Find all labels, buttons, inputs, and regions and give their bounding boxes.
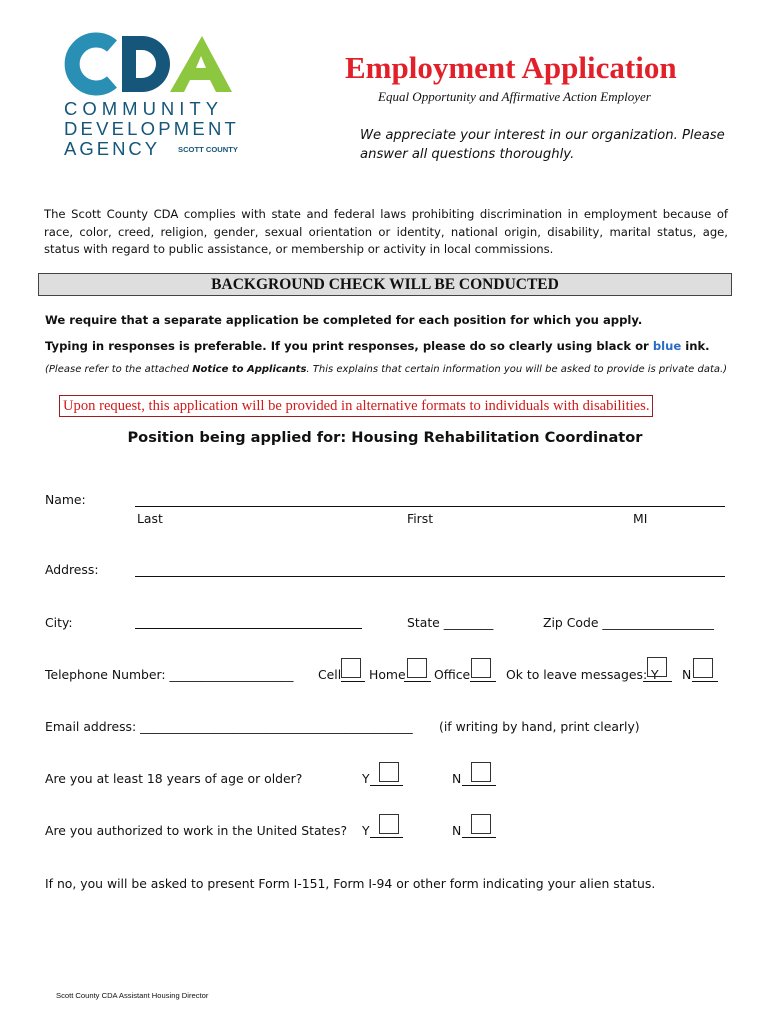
work-authorization-question: Are you authorized to work in the United States? (45, 823, 348, 838)
home-underline (404, 681, 431, 682)
office-label: Office (434, 667, 471, 682)
zip-code-field[interactable]: Zip Code __________________ (543, 615, 714, 630)
auth-no-checkbox[interactable] (471, 814, 491, 834)
telephone-field[interactable]: Telephone Number: ____________________ (45, 667, 294, 682)
logo-line2: DEVELOPMENT (64, 118, 240, 139)
notice-to-applicants-link: Notice to Applicants (192, 364, 307, 375)
background-check-banner: BACKGROUND CHECK WILL BE CONDUCTED (38, 273, 732, 296)
auth-yes-label: Y (362, 823, 370, 838)
age-yes-underline (370, 785, 403, 786)
leave-messages-yes-underline (643, 681, 672, 682)
age-no-underline (462, 785, 496, 786)
address-input-line[interactable] (135, 576, 725, 577)
name-input-line[interactable] (135, 506, 725, 507)
appreciation-text: We appreciate your interest in our organization. Please answer all questions thoroughly. (360, 128, 725, 162)
office-underline (470, 681, 496, 682)
alternative-formats-notice: Upon request, this application will be provided in alternative formats to individuals with disabilities. (59, 395, 653, 417)
requirement-line-1: We require that a separate application be completed for each position for which you apply. (45, 313, 643, 327)
office-checkbox[interactable] (471, 658, 491, 678)
home-label: Home (369, 667, 406, 682)
auth-no-label: N (452, 823, 462, 838)
age-no-checkbox[interactable] (471, 762, 491, 782)
cell-underline (341, 681, 365, 682)
first-name-caption: First (407, 511, 434, 526)
legal-notice: The Scott County CDA complies with state and federal laws prohibiting discrimination in employment because of race, color, creed, religion, gender, sexual orientation or identity, national origin, disability, marital status, age, status with regard to public assistance, or membership or activity in local commissions. (44, 207, 728, 256)
logo-county: SCOTT COUNTY (178, 145, 238, 154)
age-yes-checkbox[interactable] (379, 762, 399, 782)
auth-yes-checkbox[interactable] (379, 814, 399, 834)
leave-messages-no-label: N (682, 667, 692, 682)
logo-line3: AGENCY (64, 138, 161, 158)
age-no-label: N (452, 771, 462, 786)
logo-c-shape (72, 40, 112, 88)
city-label: City: (45, 615, 73, 630)
address-label: Address: (45, 562, 99, 577)
leave-messages-no-underline (692, 681, 718, 682)
email-note: (if writing by hand, print clearly) (439, 719, 640, 734)
home-checkbox[interactable] (407, 658, 427, 678)
leave-messages-label: Ok to leave messages: Y (506, 667, 659, 682)
position-heading: Position being applied for: Housing Rehabilitation Coordinator (127, 429, 643, 446)
age-yes-label: Y (362, 771, 370, 786)
alien-status-note: If no, you will be asked to present Form I-151, Form I-94 or other form indicating your alien status. (45, 876, 656, 891)
logo-a-shape (170, 36, 232, 92)
requirement-line-2: Typing in responses is preferable. If you print responses, please do so clearly using black or blue ink. (45, 339, 710, 353)
cda-logo (60, 32, 260, 158)
auth-yes-underline (370, 837, 403, 838)
logo-line1: COMMUNITY (64, 98, 224, 119)
auth-no-underline (462, 837, 496, 838)
name-label: Name: (45, 492, 86, 507)
leave-messages-no-checkbox[interactable] (693, 658, 713, 678)
page-title: Employment Application (345, 50, 677, 85)
last-name-caption: Last (137, 511, 163, 526)
leave-messages-yes-checkbox[interactable] (647, 657, 667, 677)
cell-label: Cell (318, 667, 342, 682)
middle-initial-caption: MI (633, 511, 648, 526)
private-data-note: (Please refer to the attached Notice to Applicants. This explains that certain information you will be asked to provide is private data.) (45, 364, 728, 375)
age-question: Are you at least 18 years of age or older? (45, 771, 303, 786)
email-field[interactable]: Email address: ____________________________________________ (45, 719, 413, 734)
page-subtitle: Equal Opportunity and Affirmative Action Employer (378, 89, 651, 104)
blue-ink-word: blue (652, 339, 682, 353)
cell-checkbox[interactable] (341, 658, 361, 678)
logo-d-shape (122, 36, 170, 92)
footer-text: Scott County CDA Assistant Housing Director (56, 991, 209, 1000)
city-input-line[interactable] (135, 628, 362, 629)
state-field[interactable]: State ________ (407, 615, 494, 630)
